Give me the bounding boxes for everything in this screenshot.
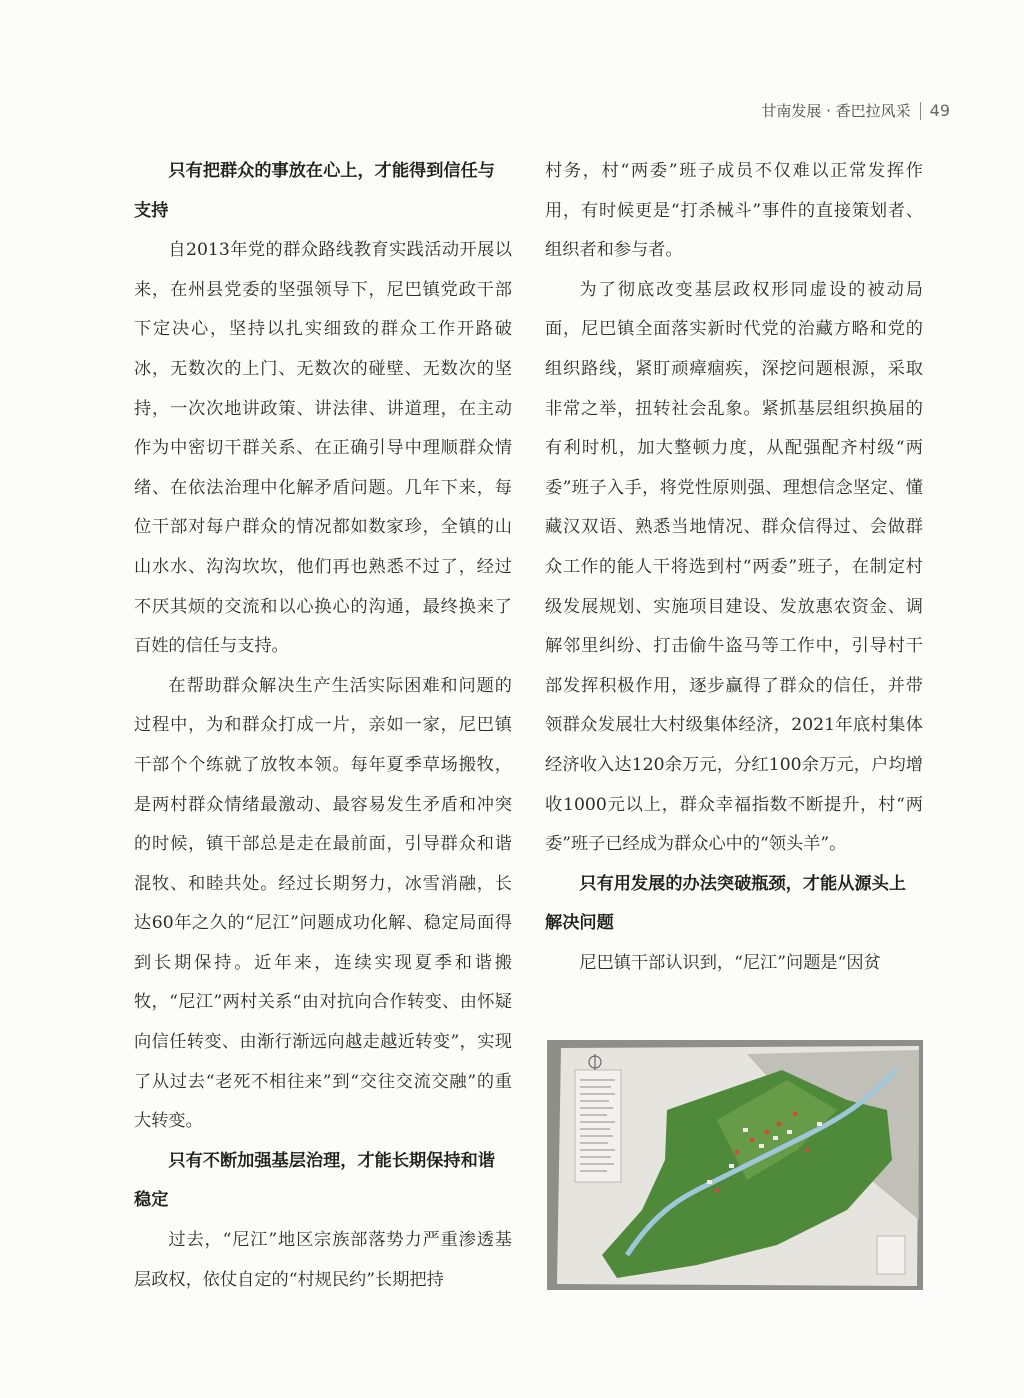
plan-scale-legend (877, 1236, 905, 1274)
paragraph: 尼巴镇干部认识到，“尼江”问题是“因贫 (579, 952, 881, 973)
section-heading: 只有不断加强基层治理，才能长期保持和谐稳定 (134, 1150, 495, 1211)
left-column (134, 152, 512, 1300)
section-heading: 只有把群众的事放在心上，才能得到信任与支持 (134, 161, 495, 221)
village-plan-photo (547, 1040, 923, 1290)
paragraph: 自2013年党的群众路线教育实践活动开展以来，在州县党委的坚强领导下，尼巴镇党政干部下定决心，坚持以扎实细致的群众工作开路破冰，无数次的上门、无数次的碰壁、无数次的坚持，一次次地讲政策、讲法律、讲道理，在主动作为中密切干群关系、在正确引导中理顺群众情绪、在依法治理中化解矛盾问题。几年下来，每位干部对每户群众的情况都如数家珍，全镇的山山水水、沟沟坎坎，他们再也熟悉不过了，经过不厌其烦的交流和以心换心的沟通，最终换来了百姓的信任与支持。 (134, 240, 512, 657)
running-header (761, 100, 950, 121)
section-title: 甘南发展 · 香巴拉风采 (761, 102, 911, 120)
paragraph-continuation: 村务，村“两委”班子成员不仅难以正常发挥作用，有时候更是“打杀械斗”事件的直接策划者、组织者和参与者。 (545, 161, 923, 261)
paragraph: 为了彻底改变基层政权形同虚设的被动局面，尼巴镇全面落实新时代党的治藏方略和党的组织路线，紧盯顽瘴痼疾，深挖问题根源，采取非常之举，扭转社会乱象。紧抓基层组织换届的有利时机，加大整顿力度，从配强配齐村级“两委”班子入手，将党性原则强、理想信念坚定、懂藏汉双语、熟悉当地情况、群众信得过、会做群众工作的能人干将选到村“两委”班子，在制定村级发展规划、实施项目建设、发放惠农资金、调解邻里纠纷、打击偷牛盗马等工作中，引导村干部发挥积极作用，逐步赢得了群众的信任，并带领群众发展壮大村级集体经济，2021年底村集体经济收入达120余万元，分红100余万元，户均增收1000元以上，群众幸福指数不断提升，村“两委”班子已经成为群众心中的“领头羊”。 (545, 279, 923, 855)
right-column (545, 152, 923, 983)
paragraph: 过去，“尼江”地区宗族部落势力严重渗透基层政权，依仗自定的“村规民约”长期把持 (134, 1230, 512, 1290)
page-number: 49 (929, 101, 950, 120)
section-heading: 只有用发展的办法突破瓶颈，才能从源头上解决问题 (545, 873, 906, 934)
paragraph: 在帮助群众解决生产生活实际困难和问题的过程中，为和群众打成一片，亲如一家，尼巴镇干部个个练就了放牧本领。每年夏季草场搬牧，是两村群众情绪最激动、最容易发生矛盾和冲突的时候，镇干部总是走在最前面，引导群众和谐混牧、和睦共处。经过长期努力，冰雪消融，长达60年之久的“尼江”问题成功化解、稳定局面得到长期保持。近年来，连续实现夏季和谐搬牧，“尼江”两村关系“由对抗向合作转变、由怀疑向信任转变、由渐行渐远向越走越近转变”，实现了从过去“老死不相往来”到“交往交流交融”的重大转变。 (134, 675, 512, 1132)
village-plan-illustration (547, 1040, 923, 1290)
header-divider (920, 102, 921, 120)
